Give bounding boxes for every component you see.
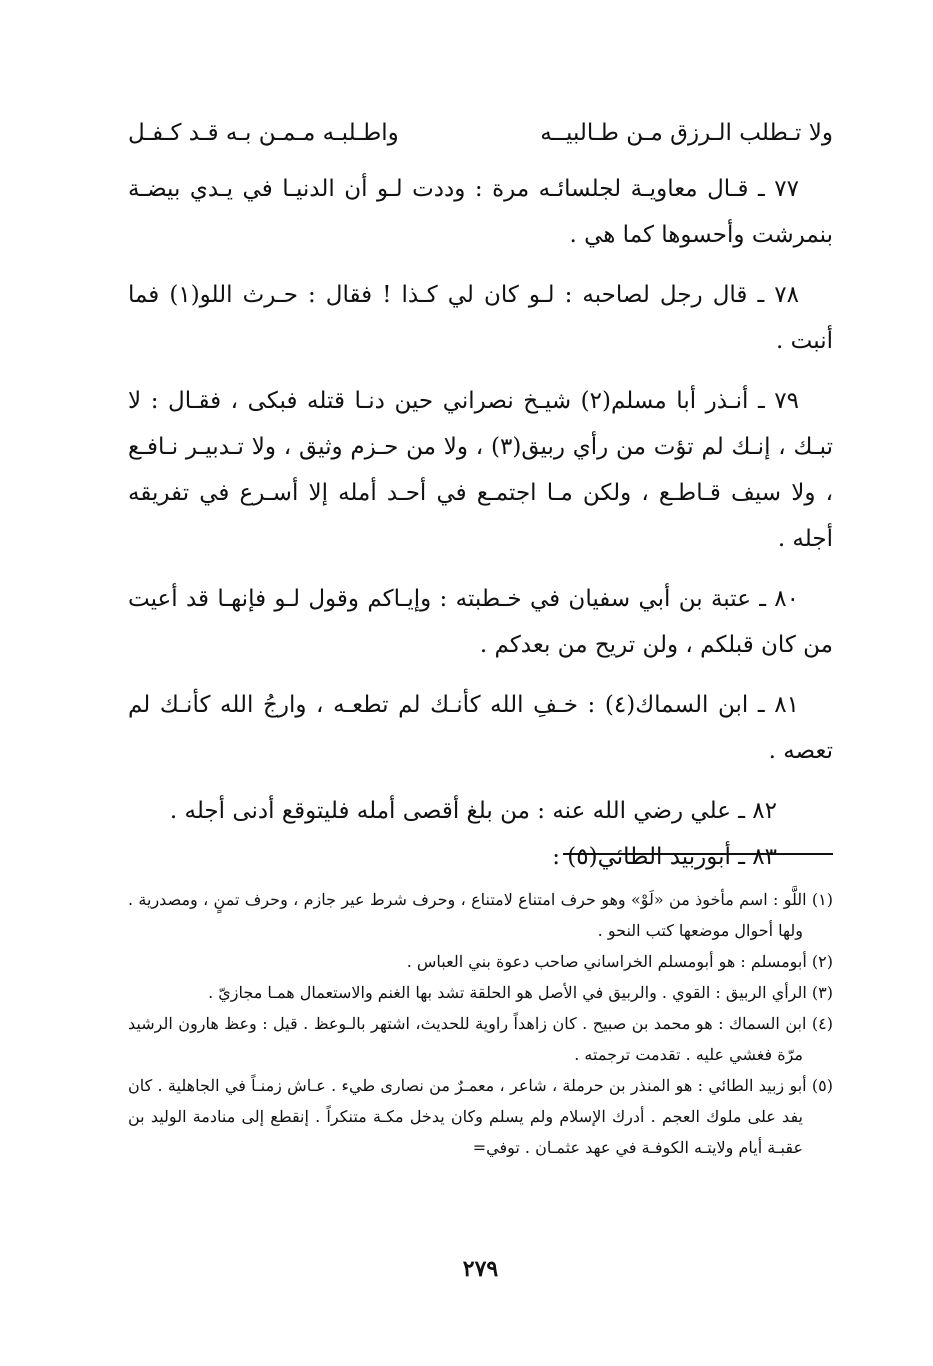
saying-78: ٧٨ ـ قال رجل لصاحبه : لـو كان لي كـذا ! فقال : حـرث اللو(١) فما أنبت . [128,282,833,354]
verse-second-hemistich: واطـلبـه مـمـن بـه قـد كـفـل [128,120,399,146]
saying-83: ٨٣ ـ أبوزبيد الطائي(٥) : [552,844,777,870]
footnote-3: (٣) الرأي الربيق : القوي . والربيق في الأصل هو الحلقة تشد بها الغنم والاستعمال همـا مجازيّ . [208,983,833,1002]
saying-77: ٧٧ ـ قـال معاويـة لجلسائـه مرة : وددت لـو أن الدنيـا في يـدي بيضـة بنمرشت وأحسوها كما هي . [128,176,833,248]
saying-81: ٨١ ـ ابن السماك(٤) : خـفِ الله كأنـك لم تطعـه ، وارجُ الله كأنـك لم تعصه . [128,692,833,764]
verse-first-hemistich: ولا تـطلب الـرزق مـن طـالبيــه [540,120,833,146]
page-number: ٢٧٩ [462,1256,499,1282]
saying-80: ٨٠ ـ عتبة بن أبي سفيان في خـطبته : وإيـاكم وقول لـو فإنهـا قد أعيت من كان قبلكم ، ولن تريح من بعدكم . [128,586,833,658]
footnote-1: (١) اللَّو : اسم مأخوذ من «لَوْ» وهو حرف امتناع لامتناع ، وحرف شرط عير جازم ، وحرف تمنٍ ، ومصدرية . ولها أحوال موضعها كتب النحو . [128,890,833,940]
footnote-5: (٥) أبو زبيد الطائي : هو المنذر بن حرملة ، شاعر ، معمـرٌ من نصارى طيء . عـاش زمنـاً في الجاهلية . كان يفد على ملوك العجم . أدرك الإسلام ولم يسلم وكان يدخل مكـة متنكراً . إنقطع إلى منادمة الوليد بن عقبـة أيام ولايتـه الكوفـة في عهد عثمـان . توفي= [128,1076,833,1157]
saying-82: ٨٢ ـ علي رضي الله عنه : من بلغ أقصى أمله فليتوقع أدنى أجله . [169,798,777,824]
footnotes [128,884,833,1163]
saying-79: ٧٩ ـ أنـذر أبا مسلم(٢) شيـخ نصراني حين دنـا قتله فبكى ، فقـال : لا تبـك ، إنـك لم تؤت من رأي ربيق(٣) ، ولا من حـزم وثيق ، ولا تـدبيـر نـافـع ، ولا سيف قـاطـع ، ولكن مـا اجتمـع في أحـد أمله إلا أسـرع في تفريقه أجله . [128,388,833,552]
footnote-separator [563,853,833,855]
main-text [128,110,833,880]
footnote-4: (٤) ابن السماك : هو محمد بن صبيح . كان زاهداً راوية للحديث، اشتهر بالـوعظ . قيل : وعظ هارون الرشيد مرّة فغشي عليه . تقدمت ترجمته . [128,1014,834,1064]
book-page [128,0,833,1366]
poetry-verse [128,110,833,156]
footnote-2: (٢) أبومسلم : هو أبومسلم الخراساني صاحب دعوة بني العباس . [406,952,833,971]
